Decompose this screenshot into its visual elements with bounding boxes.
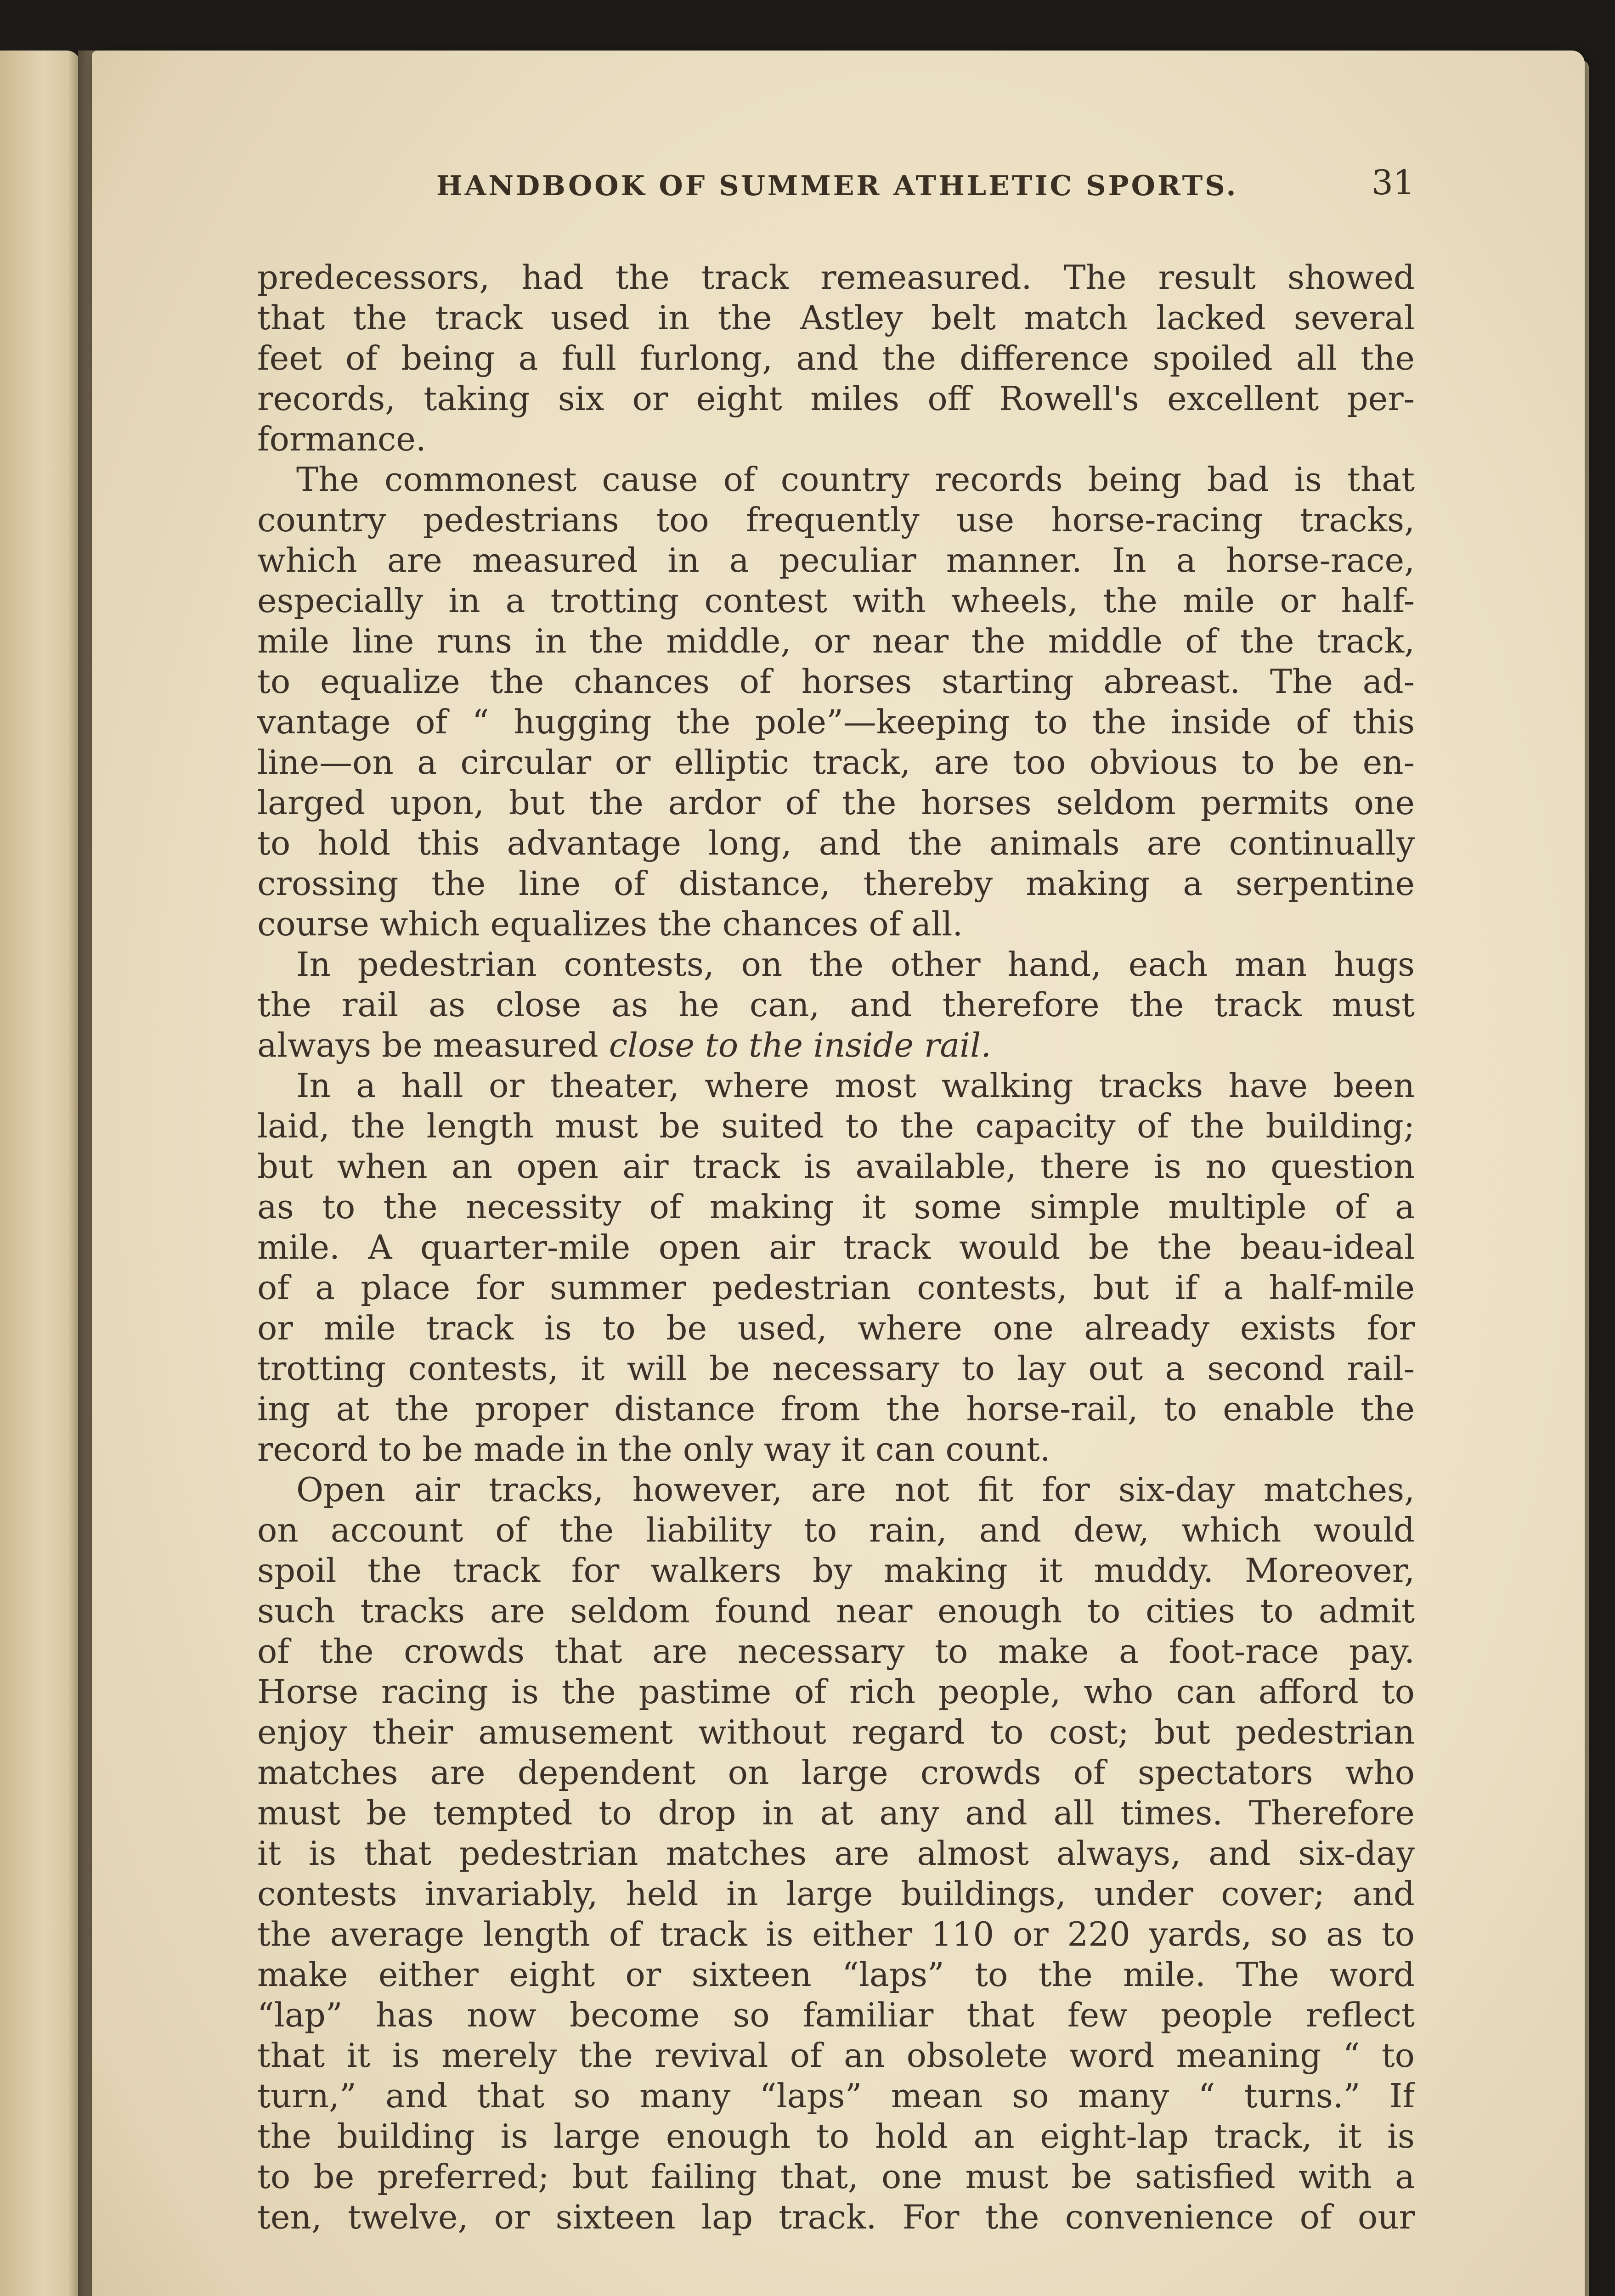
text-line: on account of the liability to rain, and dew, which would bbox=[257, 1511, 1415, 1549]
emphasized-phrase: close to the inside rail. bbox=[609, 1026, 992, 1064]
text-line: as to the necessity of making it some simple multiple of a bbox=[257, 1187, 1415, 1226]
text-line: the average length of track is either 110 or 220 yards, so as to bbox=[257, 1915, 1415, 1953]
text-line: vantage of “ hugging the pole”—keeping to the inside of this bbox=[257, 703, 1415, 741]
text-line: records, taking six or eight miles off Rowell's excellent per- bbox=[257, 379, 1415, 418]
text-line: it is that pedestrian matches are almost always, and six-day bbox=[257, 1834, 1415, 1873]
text-line: especially in a trotting contest with wheels, the mile or half- bbox=[257, 581, 1415, 620]
text-line: or mile track is to be used, where one already exists for bbox=[257, 1309, 1415, 1347]
text-line: “lap” has now become so familiar that few people reflect bbox=[257, 1996, 1415, 2034]
text-line: trotting contests, it will be necessary to lay out a second rail- bbox=[257, 1349, 1415, 1388]
text-line: that it is merely the revival of an obsolete word meaning “ to bbox=[257, 2036, 1415, 2075]
text-line: course which equalizes the chances of all. bbox=[257, 905, 963, 943]
text-line: ten, twelve, or sixteen lap track. For the convenience of our bbox=[257, 2198, 1415, 2236]
text-line: such tracks are seldom found near enough to cities to admit bbox=[257, 1592, 1415, 1630]
text-line: matches are dependent on large crowds of spectators who bbox=[257, 1753, 1415, 1792]
text-line: formance. bbox=[257, 420, 426, 458]
text-line: crossing the line of distance, thereby making a serpentine bbox=[257, 864, 1415, 903]
text-line: which are measured in a peculiar manner. In a horse-race, bbox=[257, 541, 1415, 580]
text-line: make either eight or sixteen “laps” to the mile. The word bbox=[257, 1955, 1415, 1994]
text-line: the building is large enough to hold an eight-lap track, it is bbox=[257, 2117, 1415, 2155]
text-line: line—on a circular or elliptic track, are too obvious to be en- bbox=[257, 743, 1415, 782]
text-line: mile. A quarter-mile open air track would be the beau-ideal bbox=[257, 1228, 1415, 1266]
facing-page-edge bbox=[0, 51, 80, 2296]
text-line bbox=[257, 1025, 1415, 1065]
text-line: turn,” and that so many “laps” mean so many “ turns.” If bbox=[257, 2077, 1415, 2115]
text-line: ing at the proper distance from the horse-rail, to enable the bbox=[257, 1390, 1415, 1428]
text-line: larged upon, but the ardor of the horses seldom permits one bbox=[257, 783, 1415, 822]
text-line: to equalize the chances of horses starting abreast. The ad- bbox=[257, 662, 1415, 701]
text-line: Open air tracks, however, are not fit for six-day matches, bbox=[296, 1470, 1415, 1509]
text-line: record to be made in the only way it can count. bbox=[257, 1430, 1050, 1469]
text-line: The commonest cause of country records being bad is that bbox=[296, 460, 1415, 499]
text-line: but when an open air track is available, there is no question bbox=[257, 1147, 1415, 1186]
text-line: feet of being a full furlong, and the difference spoiled all the bbox=[257, 339, 1415, 377]
text-line: of a place for summer pedestrian contests, but if a half-mile bbox=[257, 1268, 1415, 1307]
text-line: to hold this advantage long, and the animals are continually bbox=[257, 824, 1415, 862]
text-line: must be tempted to drop in at any and all times. Therefore bbox=[257, 1794, 1415, 1832]
text-line-start: always be measured bbox=[257, 1026, 599, 1064]
running-title: HANDBOOK OF SUMMER ATHLETIC SPORTS. bbox=[436, 170, 1238, 202]
text-line: In a hall or theater, where most walking tracks have been bbox=[296, 1066, 1415, 1105]
text-line: laid, the length must be suited to the capacity of the building; bbox=[257, 1107, 1415, 1145]
text-line: country pedestrians too frequently use horse-racing tracks, bbox=[257, 501, 1415, 539]
body-text bbox=[257, 257, 1415, 2237]
text-line: spoil the track for walkers by making it muddy. Moreover, bbox=[257, 1551, 1415, 1590]
text-line: Horse racing is the pastime of rich people, who can afford to bbox=[257, 1672, 1415, 1711]
text-line: In pedestrian contests, on the other hand, each man hugs bbox=[296, 945, 1415, 984]
text-line: enjoy their amusement without regard to cost; but pedestrian bbox=[257, 1713, 1415, 1751]
text-line: the rail as close as he can, and therefore the track must bbox=[257, 985, 1415, 1024]
text-line: contests invariably, held in large buildings, under cover; and bbox=[257, 1874, 1415, 1913]
text-line: that the track used in the Astley belt match lacked several bbox=[257, 298, 1415, 337]
text-line: of the crowds that are necessary to make a foot-race pay. bbox=[257, 1632, 1415, 1671]
text-line: mile line runs in the middle, or near the middle of the track, bbox=[257, 622, 1415, 660]
running-header bbox=[257, 165, 1415, 211]
text-line: predecessors, had the track remeasured. The result showed bbox=[257, 258, 1415, 297]
text-line: to be preferred; but failing that, one must be satisfied with a bbox=[257, 2157, 1415, 2196]
page-number: 31 bbox=[1371, 163, 1415, 203]
